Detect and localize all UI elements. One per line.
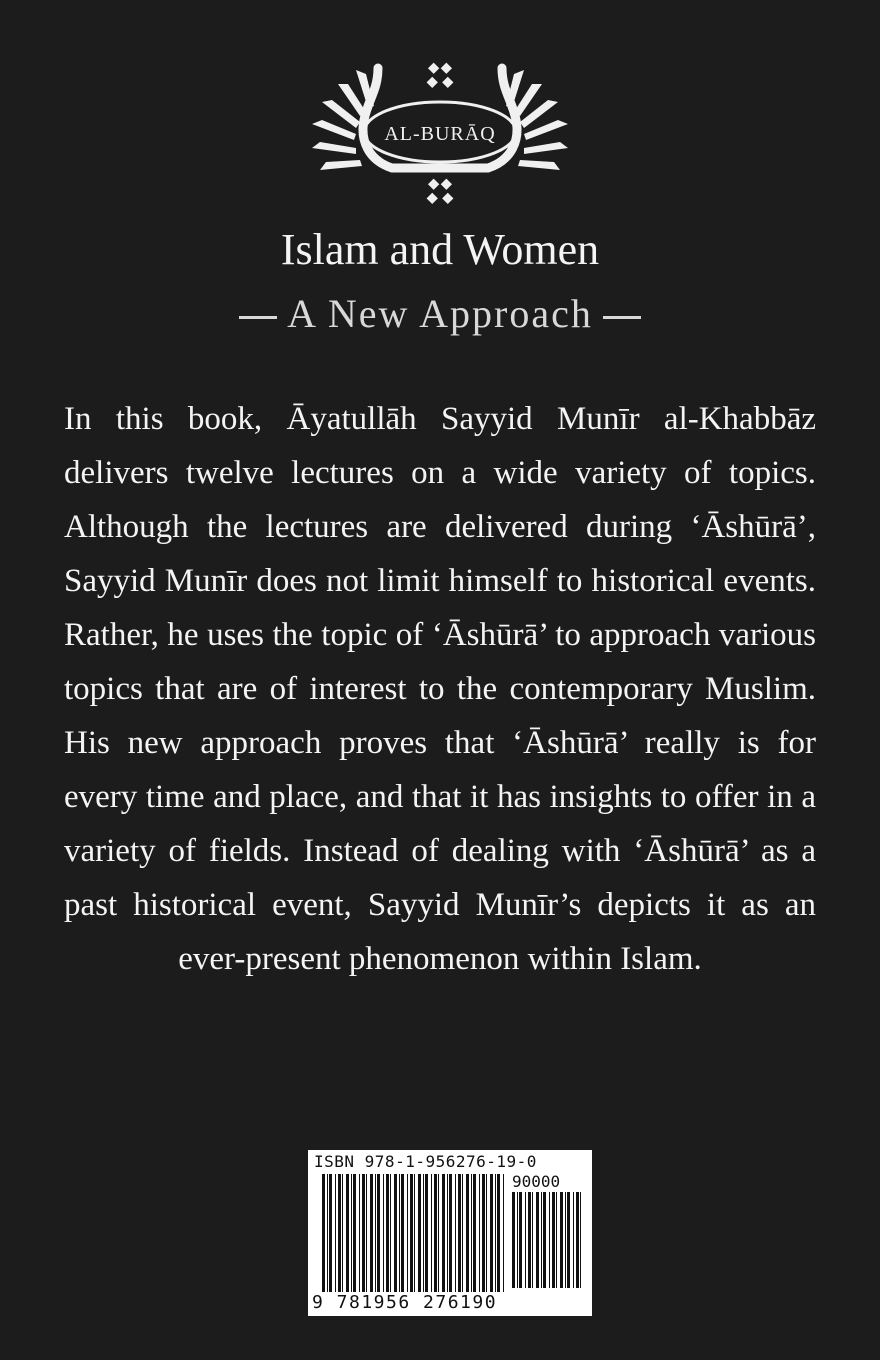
price-code: 90000 — [512, 1172, 561, 1191]
left-dash-divider — [239, 316, 277, 319]
al-buraq-emblem — [308, 50, 572, 210]
book-subtitle: A New Approach — [287, 291, 593, 336]
ean-bars-icon — [322, 1174, 506, 1292]
book-title: Islam and Women — [280, 225, 600, 274]
back-cover-blurb: In this book, Āyatullāh Sayyid Munīr al-Khabbāz delivers twelve lectures on a wide variety of topics. Although the lectures are delivered during ‘Āshūrā’, Sayyid Munīr does not limit himself to historical events. Rather, he uses the topic of ‘Āshūrā’ to approach various topics that are of interest to the contemporary Muslim. His new approach proves that ‘Āshūrā’ really is for every time and place, and that it has insights to offer in a variety of fields. Instead of dealing with ‘Āshūrā’ as a past historical event, Sayyid Munīr’s depicts it as an ever-present phenomenon within Islam. — [64, 401, 816, 977]
right-dash-divider — [603, 316, 641, 319]
bottom-ornament-icon — [427, 179, 454, 204]
logo-text: AL-BURĀQ — [384, 123, 496, 145]
ean-digits: 9 781956 276190 — [312, 1292, 498, 1313]
subtitle-row — [0, 288, 880, 340]
addon-bars-icon — [512, 1192, 584, 1288]
isbn-barcode — [308, 1150, 592, 1316]
publisher-logo — [308, 50, 572, 210]
top-ornament-icon — [427, 63, 454, 88]
isbn-label: ISBN 978-1-956276-19-0 — [314, 1152, 537, 1171]
